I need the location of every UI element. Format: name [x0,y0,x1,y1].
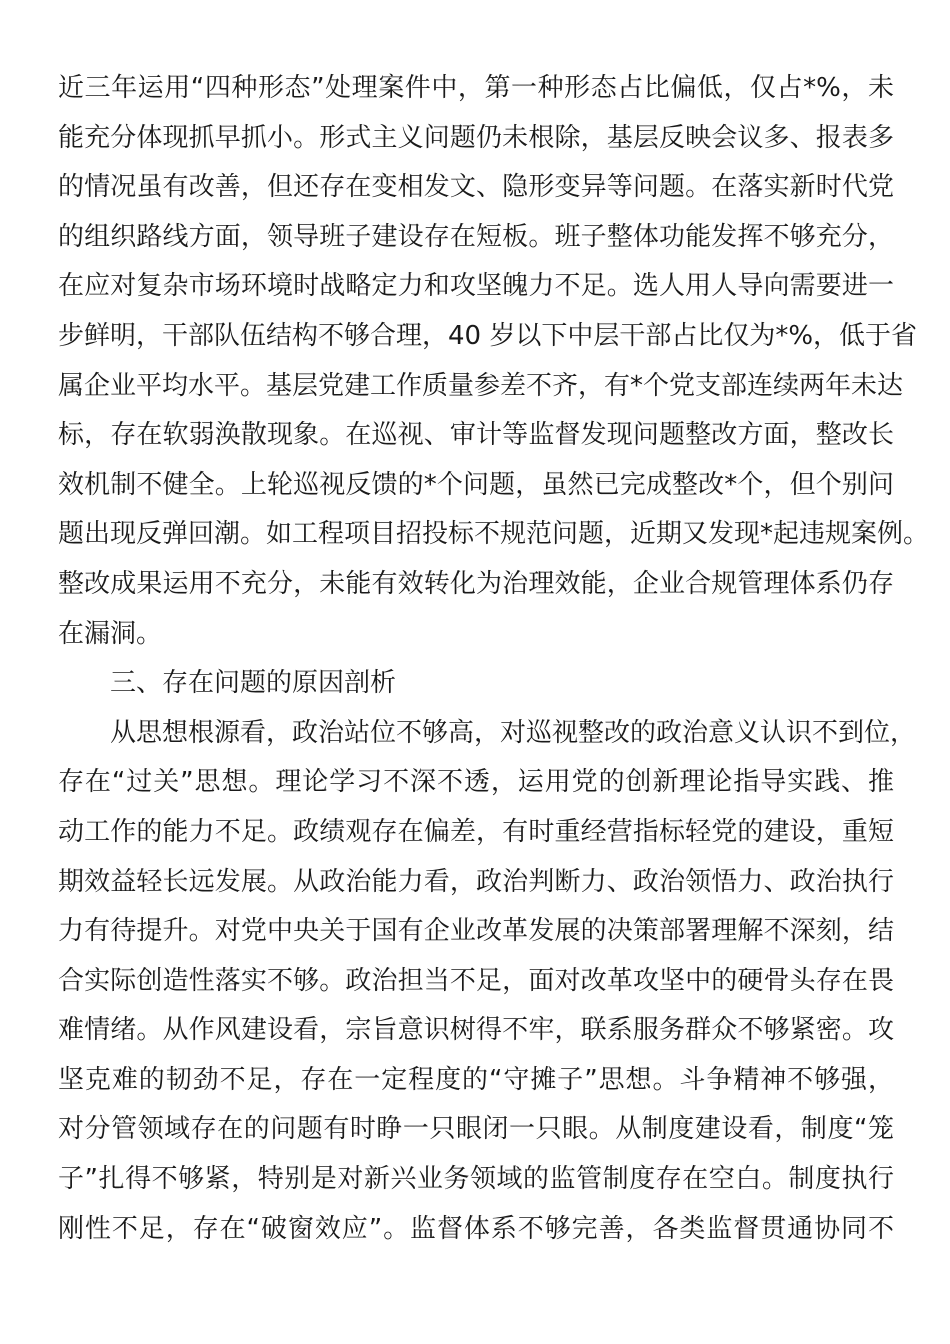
text-line: 坚克难的韧劲不足，存在一定程度的“守摊子”思想。斗争精神不够强， [58,1064,894,1095]
text-line: 题出现反弹回潮。如工程项目招投标不规范问题，近期又发现*起违规案例。 [58,519,930,550]
text-line: 对分管领域存在的问题有时睁一只眼闭一只眼。从制度建设看，制度“笼 [58,1114,894,1145]
text-line: 刚性不足，存在“破窗效应”。监督体系不够完善，各类监督贯通协同不 [58,1213,894,1244]
text-line: 标，存在软弱涣散现象。在巡视、审计等监督发现问题整改方面，整改长 [58,420,894,451]
text-line: 效机制不健全。上轮巡视反馈的*个问题，虽然已完成整改*个，但个别问 [58,469,894,500]
text-line: 子”扎得不够紧，特别是对新兴业务领域的监管制度存在空白。制度执行 [58,1164,894,1195]
paragraph-problems-continued [58,64,930,659]
text-line: 难情绪。从作风建设看，宗旨意识树得不牢，联系服务群众不够紧密。攻 [58,1015,894,1046]
text-line: 整改成果运用不充分，未能有效转化为治理效能，企业合规管理体系仍存 [58,568,894,599]
text-line: 步鲜明，干部队伍结构不够合理，40 岁以下中层干部占比仅为*%，低于省 [58,320,918,351]
text-line: 能充分体现抓早抓小。形式主义问题仍未根除，基层反映会议多、报表多 [58,122,894,153]
text-line: 从思想根源看，政治站位不够高，对巡视整改的政治意义认识不到位， [110,717,917,748]
text-line: 的组织路线方面，领导班子建设存在短板。班子整体功能发挥不够充分， [58,221,894,252]
text-line: 近三年运用“四种形态”处理案件中，第一种形态占比偏低，仅占*%，未 [58,73,894,103]
text-line: 动工作的能力不足。政绩观存在偏差，有时重经营指标轻党的建设，重短 [58,816,894,847]
body-text [58,64,930,1254]
paragraph-cause-analysis [58,709,917,1255]
text-line: 在应对复杂市场环境时战略定力和攻坚魄力不足。选人用人导向需要进一 [58,271,894,302]
text-line: 在漏洞。 [58,618,163,649]
text-line: 的情况虽有改善，但还存在变相发文、隐形变异等问题。在落实新时代党 [58,172,894,203]
text-line: 存在“过关”思想。理论学习不深不透，运用党的创新理论指导实践、推 [58,767,894,798]
text-line: 合实际创造性落实不够。政治担当不足，面对改革攻坚中的硬骨头存在畏 [58,965,894,996]
text-line: 期效益轻长远发展。从政治能力看，政治判断力、政治领悟力、政治执行 [58,866,894,897]
section-heading: 三、存在问题的原因剖析 [110,668,397,699]
text-line: 属企业平均水平。基层党建工作质量参差不齐，有*个党支部连续两年未达 [58,370,904,401]
text-line: 力有待提升。对党中央关于国有企业改革发展的决策部署理解不深刻，结 [58,916,894,947]
